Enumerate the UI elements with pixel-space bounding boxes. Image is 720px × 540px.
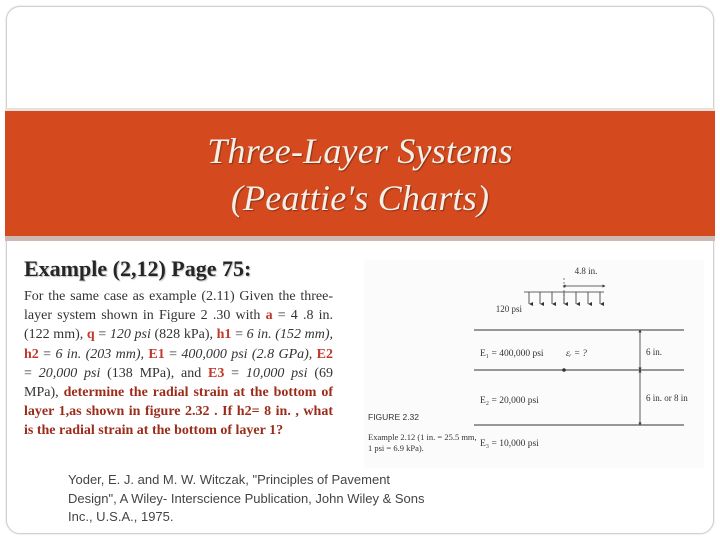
param-h1: h1 (216, 327, 232, 343)
problem-statement (24, 287, 333, 441)
strain-label: εᵣ = ? (566, 348, 587, 358)
text-segment: (828 kPa), (150, 327, 217, 343)
reference-citation: Yoder, E. J. and M. W. Witczak, "Principles of Pavement Design", A Wiley- Interscience Publication, John Wiley & Sons Inc., U.S.A., 1975. (68, 472, 425, 524)
text-segment: = (94, 327, 110, 343)
h2-label: 6 in. or 8 in (646, 393, 688, 403)
text-segment: = (231, 327, 247, 343)
e3-label: E₃ = 10,000 psi (480, 439, 539, 449)
figure-2-32 (364, 260, 704, 468)
strain-point (562, 368, 566, 372)
text-segment: 10,000 psi (245, 365, 308, 381)
text-segment: 400,000 psi (2.8 GPa), (181, 346, 313, 362)
text-segment: = (38, 346, 56, 362)
example-heading: Example (2,12) Page 75: (24, 256, 252, 281)
text-segment: 6 in. (203 mm), (55, 346, 144, 362)
text-segment: = (24, 365, 39, 381)
h1-label: 6 in. (646, 347, 663, 357)
slide-title-line1: Three-Layer Systems (207, 131, 513, 171)
text-segment: (69 MPa), (24, 365, 333, 401)
text-segment: For the same case as example (2.11) Given the three-layer system shown in Figure 2 .30 with (24, 289, 333, 324)
text-segment: (138 MPa), and (100, 365, 209, 381)
load-label: 120 psi (495, 304, 522, 314)
radius-label: 4.8 in. (574, 266, 598, 276)
text-segment: = 4 .8 in. (122 mm), (24, 308, 333, 343)
param-a: a (265, 308, 273, 324)
text-segment: 20,000 psi (38, 365, 101, 381)
text-segment: = (224, 365, 246, 381)
e1-label: E₁ = 400,000 psi (480, 349, 544, 359)
param-h2: h2 (24, 346, 39, 362)
question-text: determine the radial strain at the bottom of layer 1,as shown in figure 2.32 . If h2= 8 in. , what is the radial strain at the bottom of layer 1? (24, 385, 333, 439)
param-e2: E2 (316, 346, 333, 362)
figure-caption-line2: 1 psi = 6.9 kPa). (368, 443, 424, 453)
text-segment: 120 psi (109, 327, 151, 343)
figure-caption-line1: Example 2.12 (1 in. = 25.5 mm, (368, 432, 477, 442)
title-band (5, 108, 715, 241)
e2-label: E₂ = 20,000 psi (480, 396, 539, 406)
param-q: q (86, 327, 95, 343)
figure-number: FIGURE 2.32 (368, 412, 420, 422)
text-segment: 6 in. (152 mm), (246, 327, 333, 343)
param-e3: E3 (208, 365, 225, 381)
param-e1: E1 (148, 346, 165, 362)
slide-title-line2: (Peattie's Charts) (230, 178, 490, 218)
text-segment: = (164, 346, 182, 362)
